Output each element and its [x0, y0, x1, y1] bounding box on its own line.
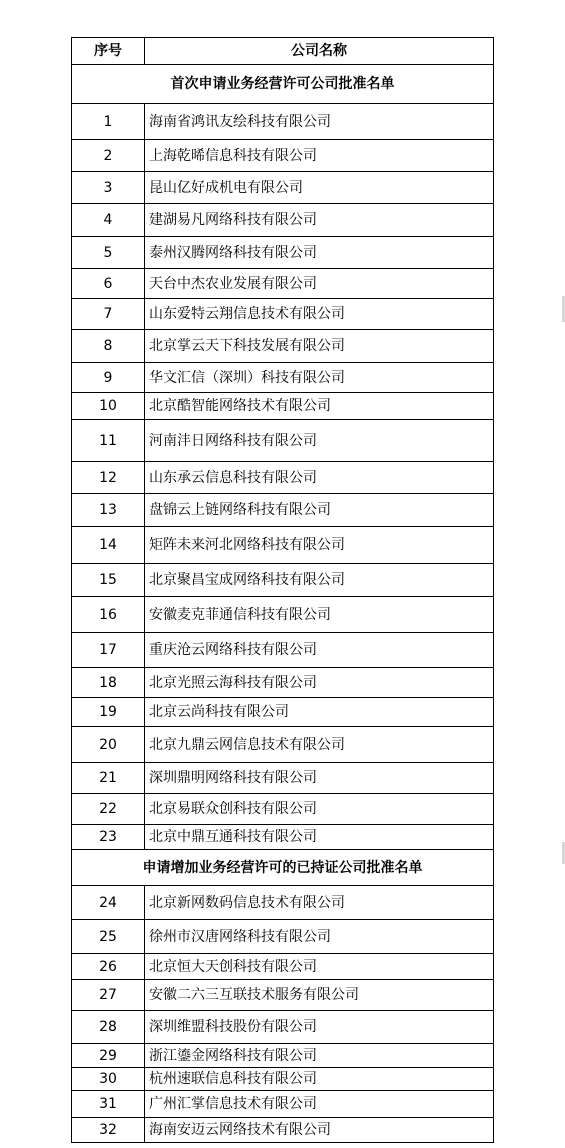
- company-name-cell: 杭州速联信息科技有限公司: [145, 1068, 494, 1091]
- serial-number-cell: 26: [72, 954, 145, 980]
- company-name-cell: 北京酷智能网络技术有限公司: [145, 393, 494, 420]
- table-body: [72, 65, 494, 1143]
- company-name-cell: 海南省鸿讯友绘科技有限公司: [145, 104, 494, 140]
- header-company-name: 公司名称: [145, 38, 494, 65]
- table-row: [72, 299, 494, 330]
- company-name-cell: 安徽麦克菲通信科技有限公司: [145, 597, 494, 633]
- company-name-cell: 重庆沧云网络科技有限公司: [145, 633, 494, 668]
- table-header-row: [72, 38, 494, 65]
- company-name-cell: 深圳鼎明网络科技有限公司: [145, 763, 494, 794]
- serial-number-cell: 22: [72, 794, 145, 825]
- serial-number-cell: 31: [72, 1091, 145, 1118]
- table-row: [72, 597, 494, 633]
- serial-number-cell: 23: [72, 825, 145, 850]
- table-row: [72, 1118, 494, 1143]
- company-name-cell: 山东承云信息科技有限公司: [145, 462, 494, 494]
- table-row: [72, 698, 494, 727]
- table-row: [72, 794, 494, 825]
- table-row: [72, 1068, 494, 1091]
- table-row: [72, 527, 494, 564]
- company-name-cell: 北京易联众创科技有限公司: [145, 794, 494, 825]
- table-row: [72, 237, 494, 269]
- company-name-cell: 浙江鎏金网络科技有限公司: [145, 1044, 494, 1068]
- table-row: [72, 668, 494, 698]
- serial-number-cell: 21: [72, 763, 145, 794]
- serial-number-cell: 32: [72, 1118, 145, 1143]
- company-name-cell: 北京掌云天下科技发展有限公司: [145, 330, 494, 363]
- table-row: [72, 633, 494, 668]
- serial-number-cell: 7: [72, 299, 145, 330]
- table-row: [72, 269, 494, 299]
- serial-number-cell: 2: [72, 140, 145, 172]
- company-name-cell: 河南沣日网络科技有限公司: [145, 420, 494, 462]
- serial-number-cell: 4: [72, 204, 145, 237]
- company-name-cell: 北京云尚科技有限公司: [145, 698, 494, 727]
- company-name-cell: 矩阵未来河北网络科技有限公司: [145, 527, 494, 564]
- table-row: [72, 886, 494, 920]
- serial-number-cell: 30: [72, 1068, 145, 1091]
- company-name-cell: 北京光照云海科技有限公司: [145, 668, 494, 698]
- table-row: [72, 727, 494, 763]
- serial-number-cell: 14: [72, 527, 145, 564]
- serial-number-cell: 20: [72, 727, 145, 763]
- serial-number-cell: 29: [72, 1044, 145, 1068]
- company-name-cell: 北京聚昌宝成网络科技有限公司: [145, 564, 494, 597]
- table-row: [72, 980, 494, 1011]
- serial-number-cell: 16: [72, 597, 145, 633]
- serial-number-cell: 3: [72, 172, 145, 204]
- table-row: [72, 920, 494, 954]
- table-row: [72, 825, 494, 850]
- serial-number-cell: 11: [72, 420, 145, 462]
- table-row: [72, 204, 494, 237]
- company-name-cell: 山东爱特云翔信息技术有限公司: [145, 299, 494, 330]
- section-title: 申请增加业务经营许可的已持证公司批准名单: [72, 850, 494, 886]
- table-row: [72, 420, 494, 462]
- serial-number-cell: 12: [72, 462, 145, 494]
- company-name-cell: 徐州市汉唐网络科技有限公司: [145, 920, 494, 954]
- section-title-row: [72, 65, 494, 104]
- company-name-cell: 上海乾晞信息科技有限公司: [145, 140, 494, 172]
- company-name-cell: 北京九鼎云网信息技术有限公司: [145, 727, 494, 763]
- company-name-cell: 海南安迈云网络技术有限公司: [145, 1118, 494, 1143]
- table-row: [72, 1044, 494, 1068]
- serial-number-cell: 9: [72, 363, 145, 393]
- section-title: 首次申请业务经营许可公司批准名单: [72, 65, 494, 104]
- table-row: [72, 393, 494, 420]
- table-row: [72, 363, 494, 393]
- table-row: [72, 1091, 494, 1118]
- table-row: [72, 462, 494, 494]
- company-name-cell: 北京中鼎互通科技有限公司: [145, 825, 494, 850]
- section-title-row: [72, 850, 494, 886]
- company-name-cell: 泰州汉腾网络科技有限公司: [145, 237, 494, 269]
- company-name-cell: 天台中杰农业发展有限公司: [145, 269, 494, 299]
- company-name-cell: 北京恒大天创科技有限公司: [145, 954, 494, 980]
- company-name-cell: 昆山亿好成机电有限公司: [145, 172, 494, 204]
- company-name-cell: 广州汇掌信息技术有限公司: [145, 1091, 494, 1118]
- serial-number-cell: 18: [72, 668, 145, 698]
- serial-number-cell: 17: [72, 633, 145, 668]
- company-name-cell: 北京新网数码信息技术有限公司: [145, 886, 494, 920]
- serial-number-cell: 1: [72, 104, 145, 140]
- serial-number-cell: 19: [72, 698, 145, 727]
- serial-number-cell: 24: [72, 886, 145, 920]
- serial-number-cell: 10: [72, 393, 145, 420]
- serial-number-cell: 27: [72, 980, 145, 1011]
- table-row: [72, 172, 494, 204]
- table-row: [72, 564, 494, 597]
- header-serial-number: 序号: [72, 38, 145, 65]
- serial-number-cell: 6: [72, 269, 145, 299]
- table-row: [72, 1011, 494, 1044]
- company-name-cell: 盘锦云上链网络科技有限公司: [145, 494, 494, 527]
- table-row: [72, 104, 494, 140]
- table-row: [72, 763, 494, 794]
- company-name-cell: 安徽二六三互联技术服务有限公司: [145, 980, 494, 1011]
- company-name-cell: 华文汇信（深圳）科技有限公司: [145, 363, 494, 393]
- serial-number-cell: 5: [72, 237, 145, 269]
- serial-number-cell: 13: [72, 494, 145, 527]
- table-row: [72, 330, 494, 363]
- serial-number-cell: 8: [72, 330, 145, 363]
- table-row: [72, 494, 494, 527]
- serial-number-cell: 25: [72, 920, 145, 954]
- serial-number-cell: 15: [72, 564, 145, 597]
- serial-number-cell: 28: [72, 1011, 145, 1044]
- table-row: [72, 954, 494, 980]
- company-approval-table: [71, 37, 494, 1143]
- table-row: [72, 140, 494, 172]
- company-name-cell: 深圳维盟科技股份有限公司: [145, 1011, 494, 1044]
- company-name-cell: 建湖易凡网络科技有限公司: [145, 204, 494, 237]
